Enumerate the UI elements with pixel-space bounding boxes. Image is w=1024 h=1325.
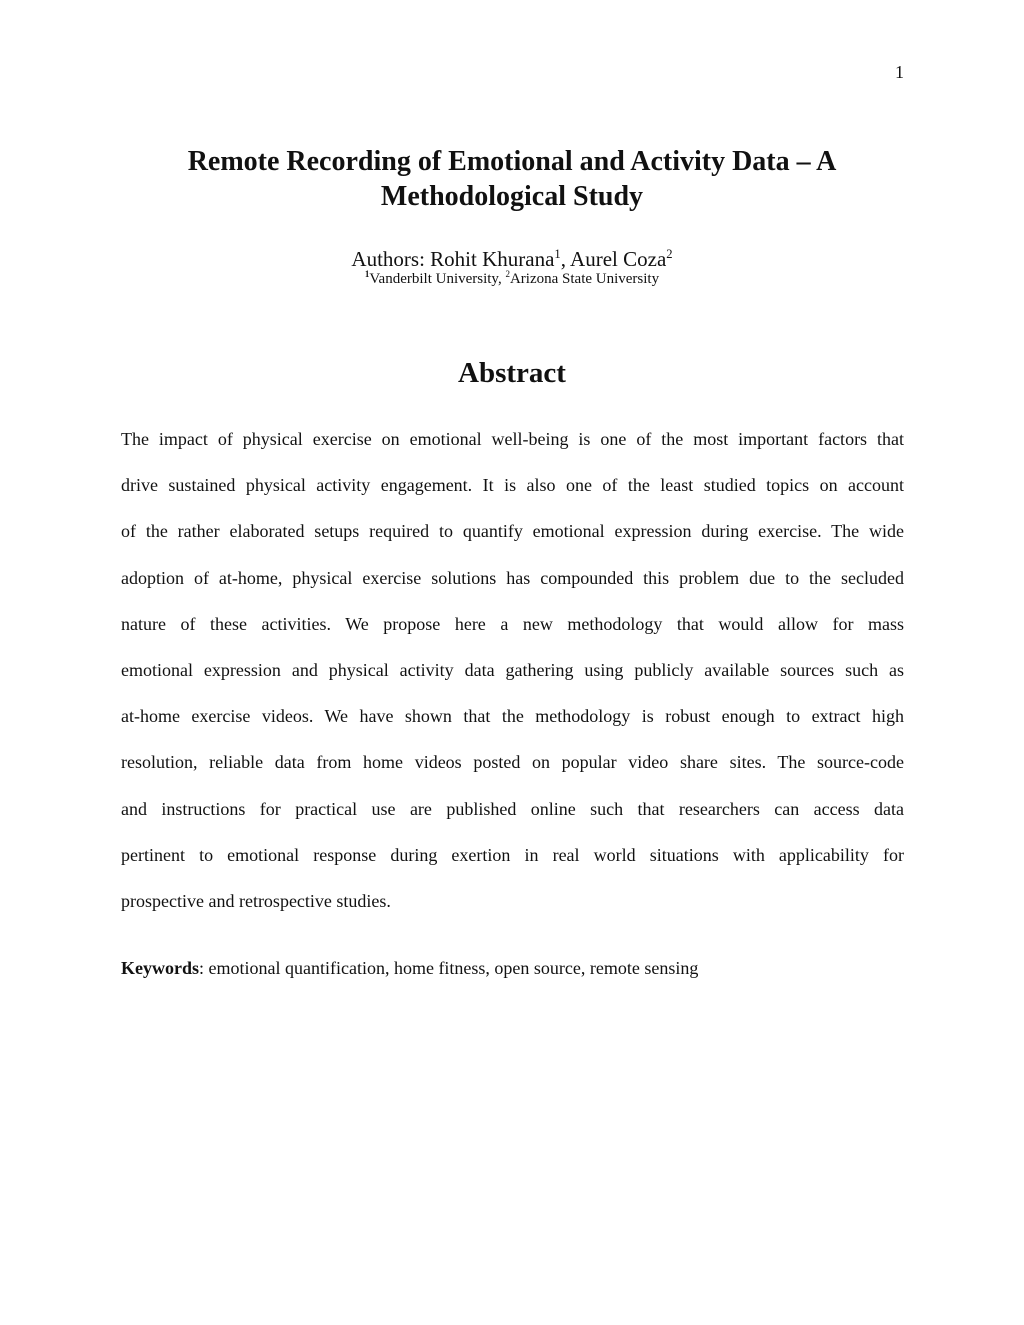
title-line: Remote Recording of Emotional and Activity Data – A [187,146,837,177]
abstract-line: emotional expression and physical activity data gathering using publicly available sources such as [121,659,904,680]
affiliation-marker: 1 [554,247,561,261]
keywords-label: Keywords [121,958,199,978]
abstract-line: and instructions for practical use are published online such that researchers can access data [121,798,904,819]
abstract-line: drive sustained physical activity engagement. It is also one of the least studied topics on account [121,475,904,496]
paper-title [0,144,1024,214]
abstract-line: adoption of at-home, physical exercise solutions has compounded this problem due to the secluded [121,567,904,588]
authors-prefix: Authors: [351,247,431,271]
abstract-line: at-home exercise videos. We have shown that the methodology is robust enough to extract high [121,706,904,727]
abstract-line: resolution, reliable data from home videos posted on popular video share sites. The source-code [121,752,904,773]
separator: , [560,247,571,271]
page-number: 1 [895,62,904,82]
authors [0,241,1024,272]
abstract-line: nature of these activities. We propose here a new methodology that would allow for mass [121,613,904,634]
keywords-text: : emotional quantification, home fitness, open source, remote sensing [199,958,699,978]
affiliations [0,269,1024,288]
affiliation: Arizona State University [509,271,660,287]
affiliation: Vanderbilt University, [369,271,506,287]
author-name: Rohit Khurana [430,247,555,271]
affiliation-marker: 1 [364,269,370,279]
abstract-line: pertinent to emotional response during exertion in real world situations with applicability for [121,844,904,865]
author-name: Aurel Coza [570,247,667,271]
abstract-heading: Abstract [458,357,566,389]
abstract-body [121,426,904,934]
affiliation-marker: 2 [666,247,673,261]
affiliation-marker: 2 [505,269,510,279]
keywords [121,958,698,979]
abstract-line: prospective and retrospective studies. [121,890,391,911]
abstract-line: The impact of physical exercise on emotional well-being is one of the most important factors that [121,429,904,449]
abstract-line: of the rather elaborated setups required to quantify emotional expression during exercise. The wide [121,521,904,542]
title-line: Methodological Study [380,181,644,212]
